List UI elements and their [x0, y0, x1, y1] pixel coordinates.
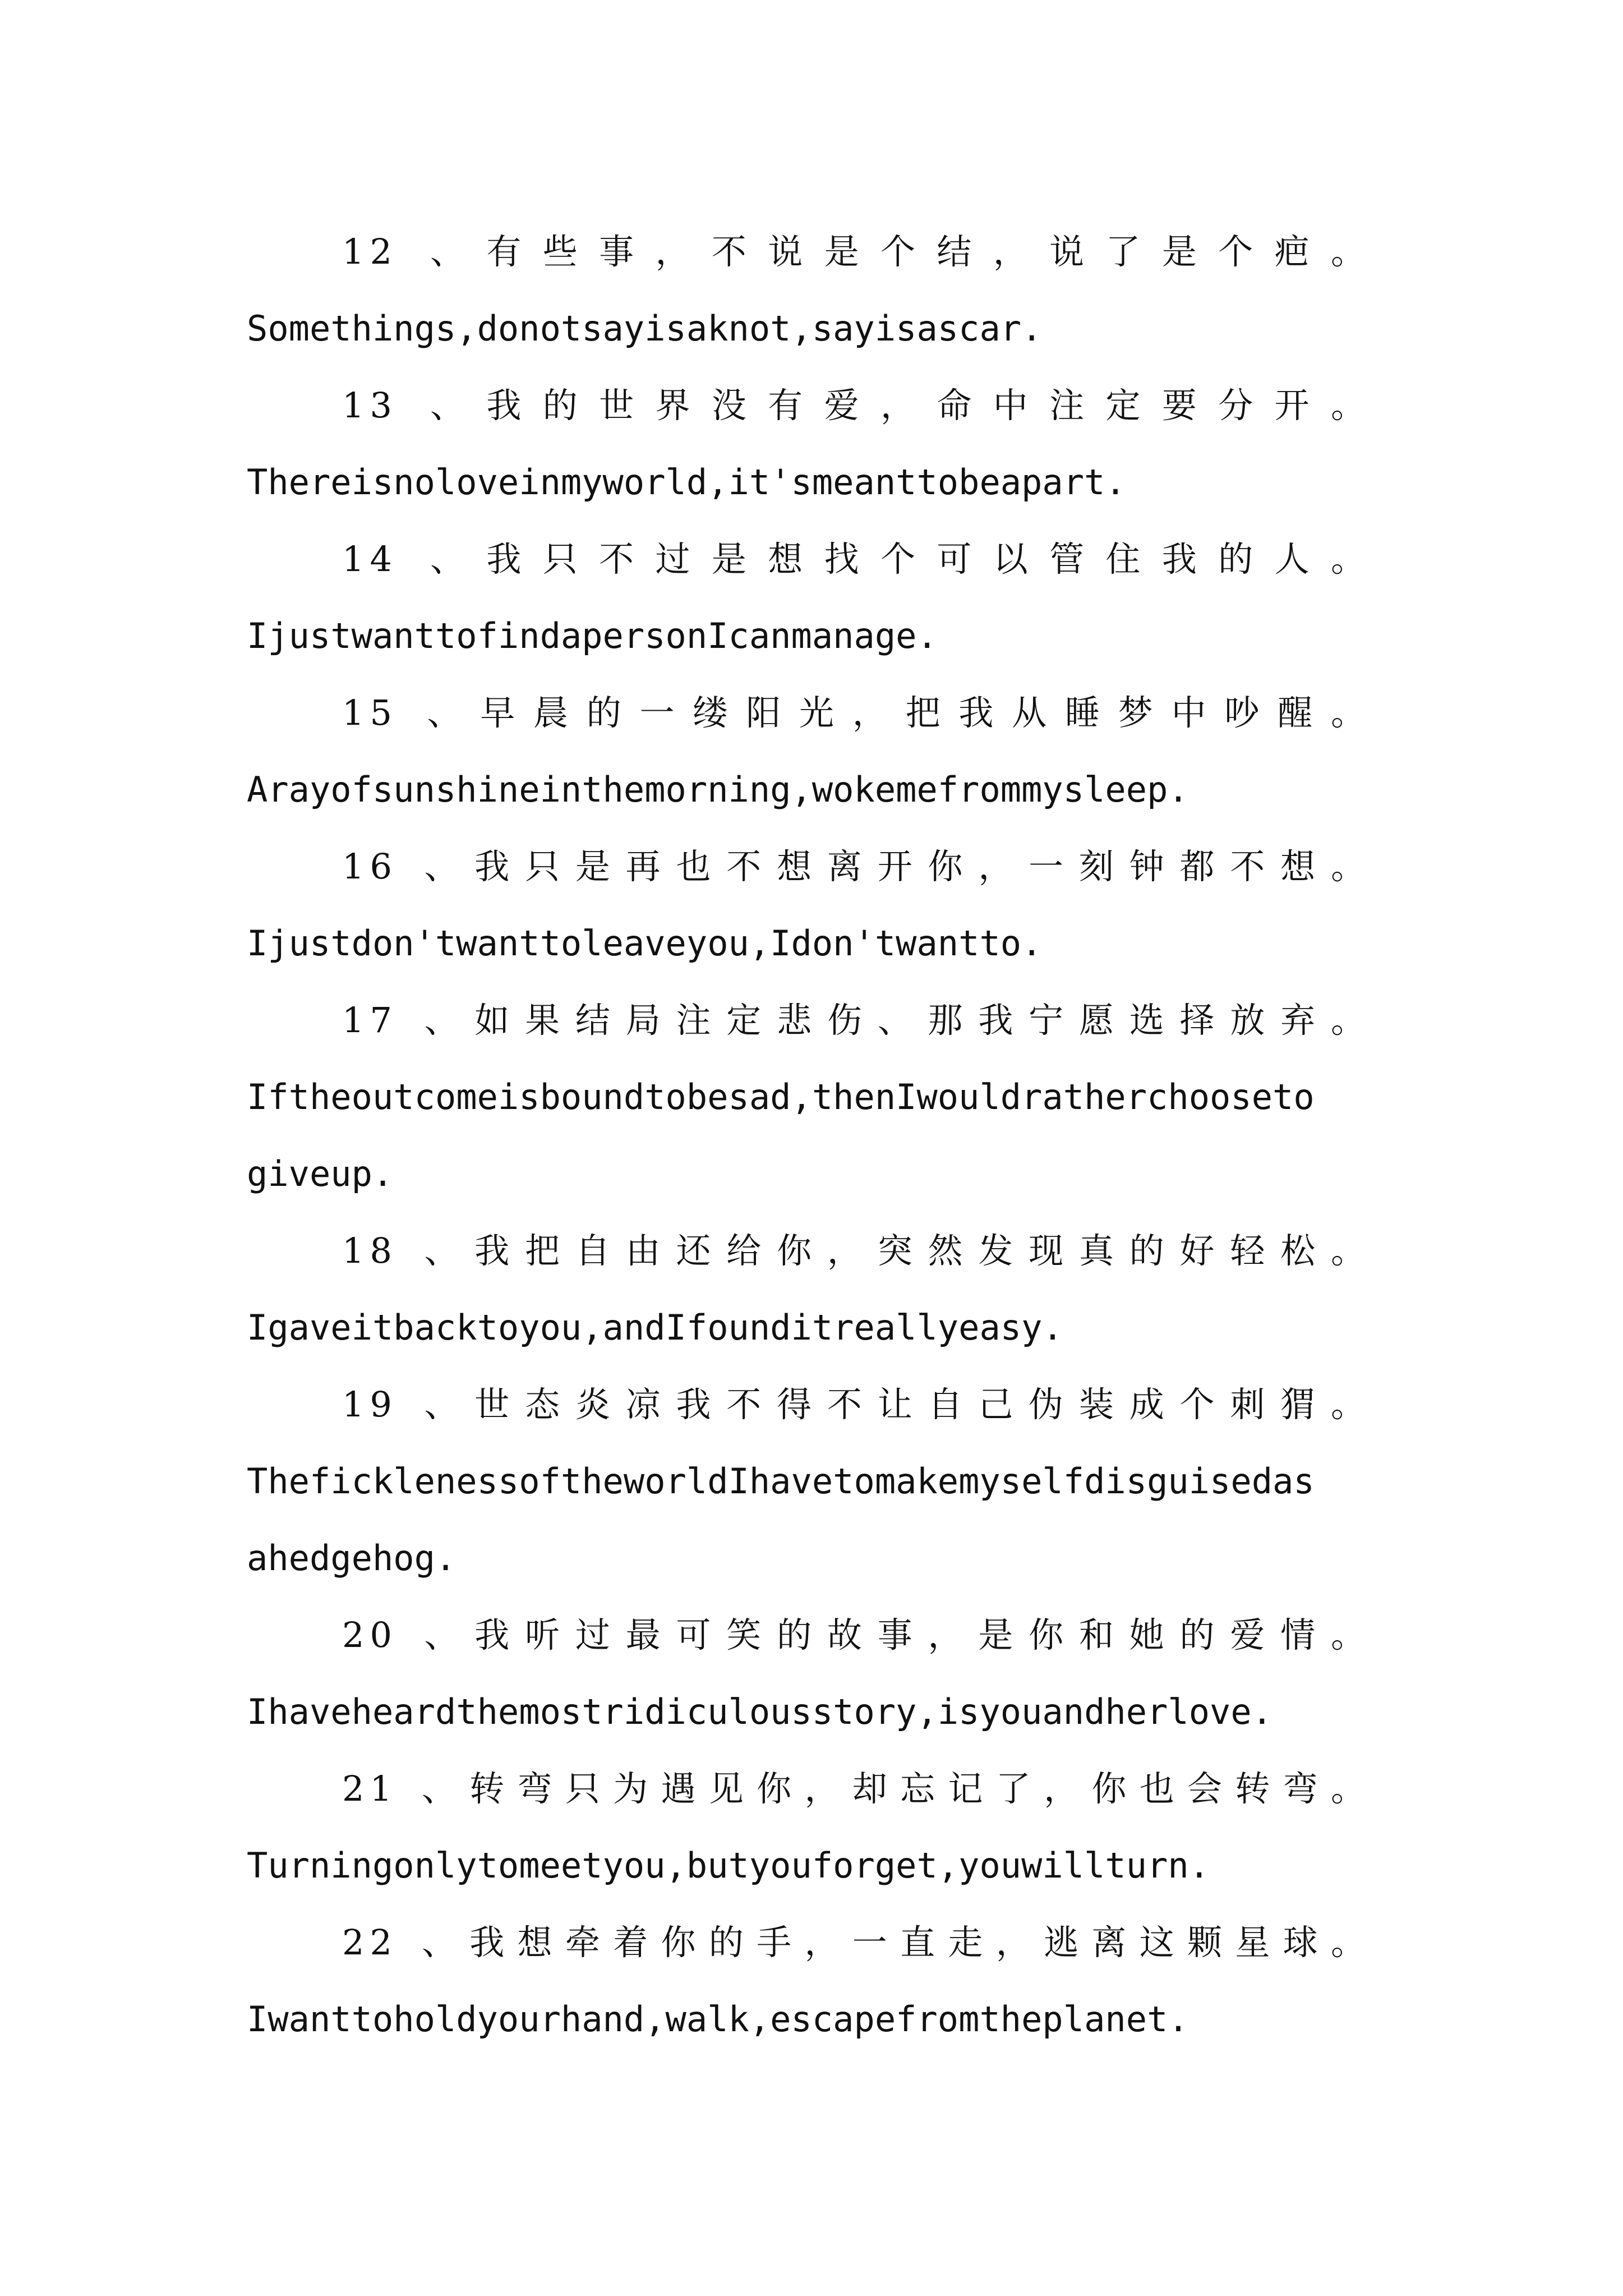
- quote-14-english: IjustwanttofindapersonIcanmanage.: [247, 615, 938, 656]
- quote-22-chinese: 22 、我想牵着你的手，一直走，逃离这颗星球。: [342, 1922, 1371, 1963]
- quote-17-english: Iftheoutcomeisboundtobesad,thenIwouldratherchooseto: [247, 1076, 1315, 1117]
- quote-16-english: Ijustdon'twanttoleaveyou,Idon'twantto.: [247, 923, 1043, 964]
- quote-16-chinese: 16 、我只是再也不想离开你，一刻钟都不想。: [342, 846, 1371, 887]
- quote-21-english: Turningonlytomeetyou,butyouforget,youwillturn.: [247, 1845, 1210, 1886]
- quote-17-chinese: 17 、如果结局注定悲伤、那我宁愿选择放弃。: [342, 1000, 1371, 1041]
- quote-14-chinese: 14 、我只不过是想找个可以管住我的人。: [342, 539, 1371, 579]
- document-page: [247, 213, 1371, 2058]
- quote-13-chinese: 13 、我的世界没有爱，命中注定要分开。: [342, 385, 1371, 426]
- quote-18-chinese: 18 、我把自由还给你，突然发现真的好轻松。: [342, 1230, 1371, 1271]
- quote-22-english: Iwanttoholdyourhand,walk,escapefromtheplanet.: [247, 1999, 1189, 2040]
- quote-15-english: Arayofsunshineinthemorning,wokemefrommysleep.: [247, 769, 1189, 810]
- quote-19-chinese: 19 、世态炎凉我不得不让自己伪装成个刺猬。: [342, 1384, 1371, 1425]
- quote-19-english-continued: ahedgehog.: [247, 1538, 457, 1579]
- quote-18-english: Igaveitbacktoyou,andIfounditreallyeasy.: [247, 1307, 1063, 1348]
- quote-17-english-continued: giveup.: [247, 1153, 394, 1194]
- quote-20-chinese: 20 、我听过最可笑的故事，是你和她的爱情。: [342, 1614, 1371, 1655]
- quote-12-english: Somethings,donotsayisaknot,sayisascar.: [247, 308, 1043, 349]
- quote-19-english: TheficklenessoftheworldIhavetomakemyselfdisguisedas: [247, 1461, 1315, 1502]
- quote-20-english: Ihaveheardthemostridiculousstory,isyouandherlove.: [247, 1691, 1273, 1732]
- quote-13-english: Thereisnoloveinmyworld,it'smeanttobeapart.: [247, 462, 1126, 503]
- quote-12-chinese: 12 、有些事，不说是个结，说了是个疤。: [342, 231, 1371, 272]
- quote-21-chinese: 21 、转弯只为遇见你，却忘记了，你也会转弯。: [342, 1768, 1371, 1809]
- quote-15-chinese: 15 、早晨的一缕阳光，把我从睡梦中吵醒。: [342, 692, 1371, 733]
